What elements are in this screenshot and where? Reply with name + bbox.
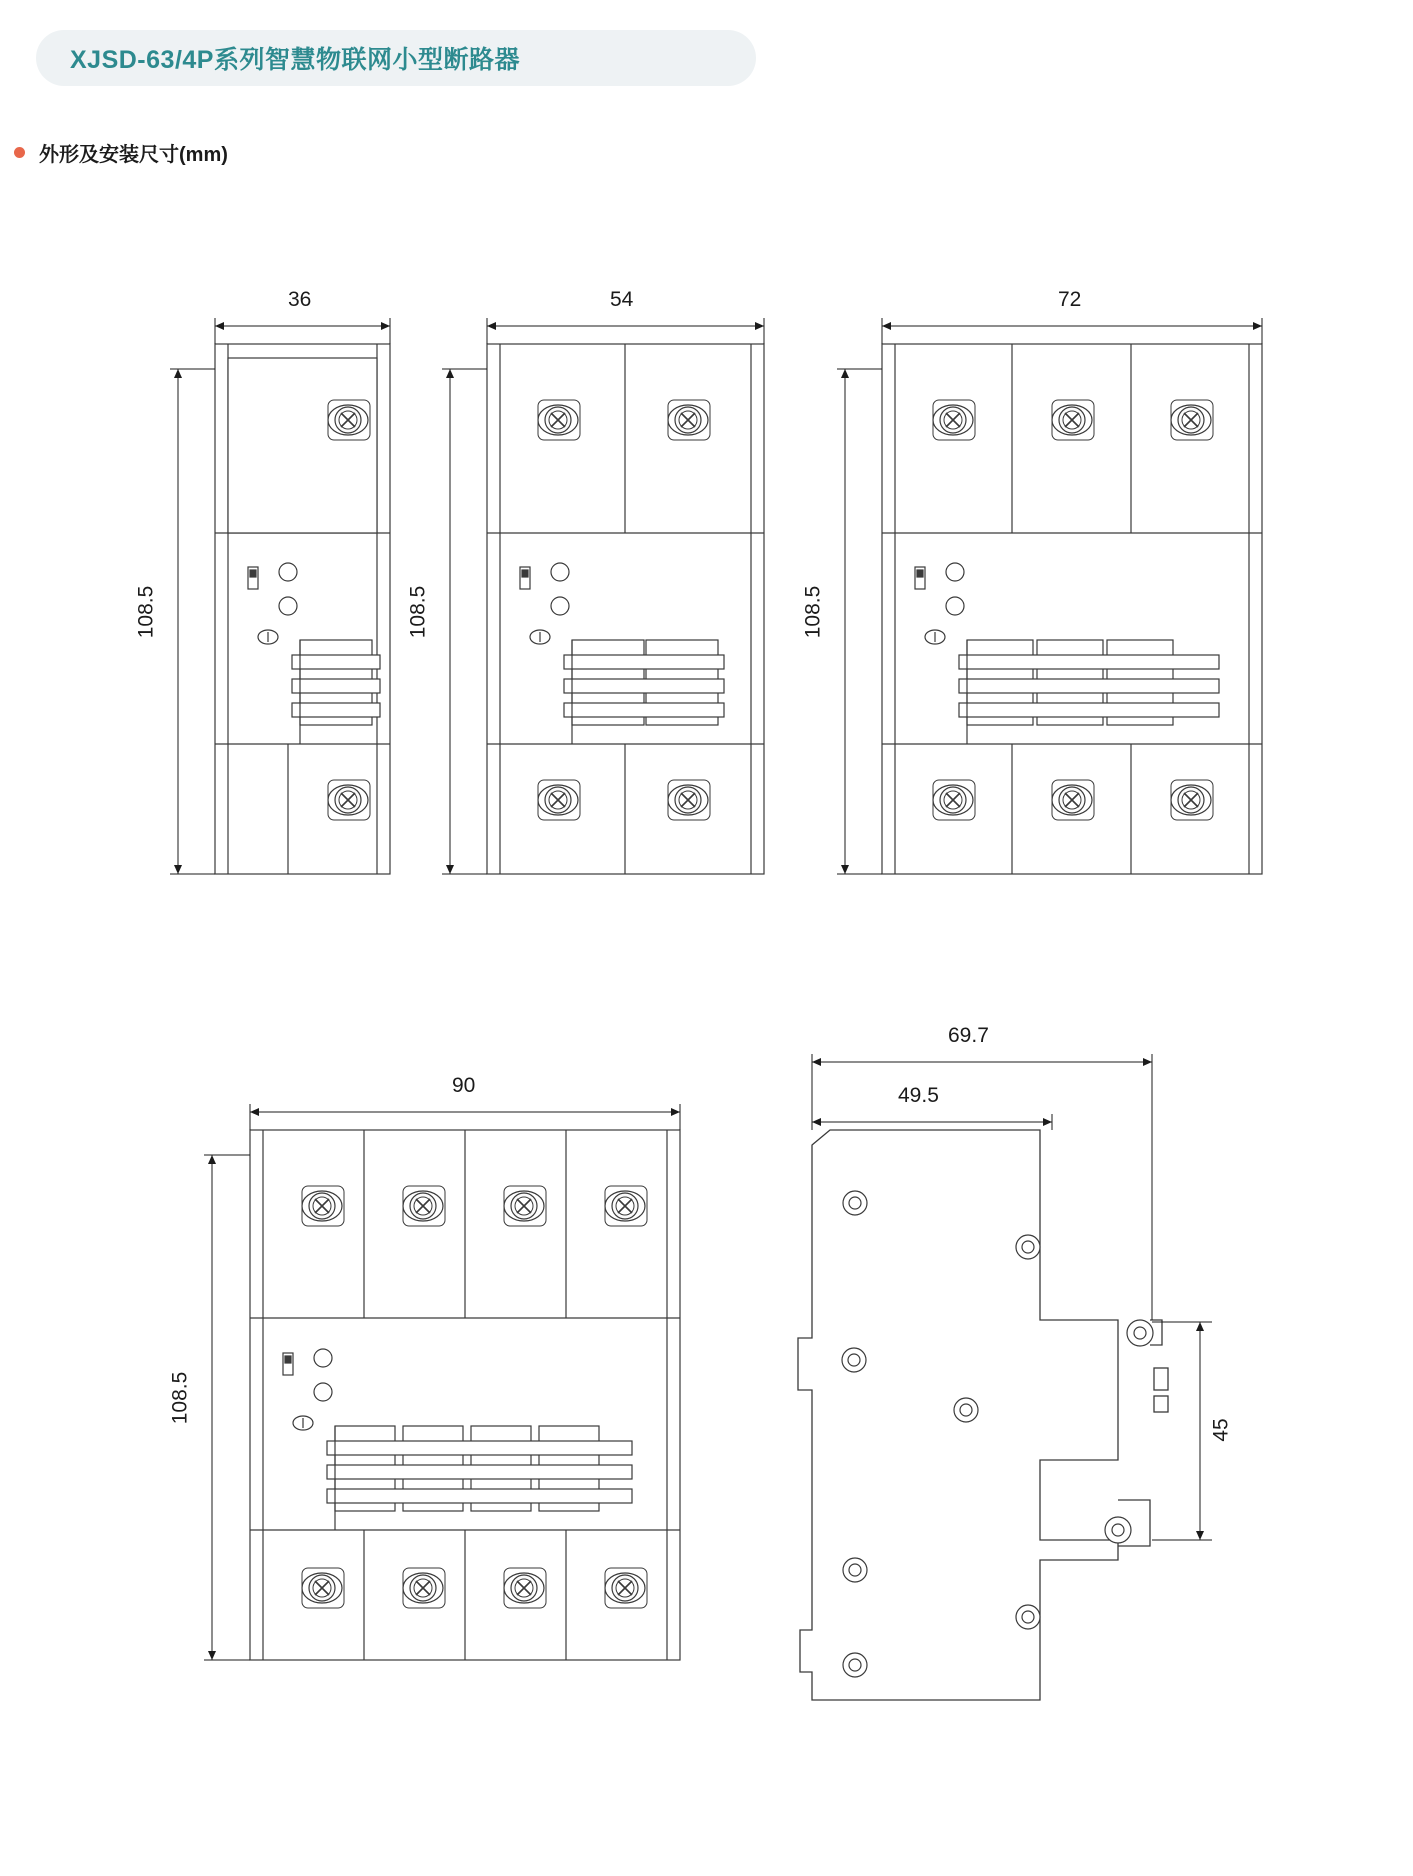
dim-3p-height: 108.5 (801, 585, 825, 639)
section-title: 外形及安装尺寸(mm) (39, 144, 228, 166)
dim-4p-width: 90 (452, 1074, 476, 1097)
dim-1p-width: 36 (288, 288, 312, 311)
view-side (798, 1130, 1168, 1700)
dim-2p-height: 108.5 (406, 585, 430, 639)
dim-4p-height: 108.5 (168, 1371, 192, 1425)
view-4p (250, 1130, 680, 1660)
dim-1p-height: 108.5 (134, 585, 158, 639)
dim-side-depth: 69.7 (948, 1024, 989, 1047)
dim-3p-width: 72 (1058, 288, 1082, 311)
dim-2p-width: 54 (610, 288, 634, 311)
dim-side-rail: 45 (1209, 1418, 1233, 1442)
view-3p (882, 344, 1262, 874)
dim-side-inner-depth: 49.5 (898, 1084, 939, 1107)
view-1p (215, 344, 390, 874)
view-2p (487, 344, 764, 874)
page-title: XJSD-63/4P系列智慧物联网小型断路器 (70, 46, 520, 74)
